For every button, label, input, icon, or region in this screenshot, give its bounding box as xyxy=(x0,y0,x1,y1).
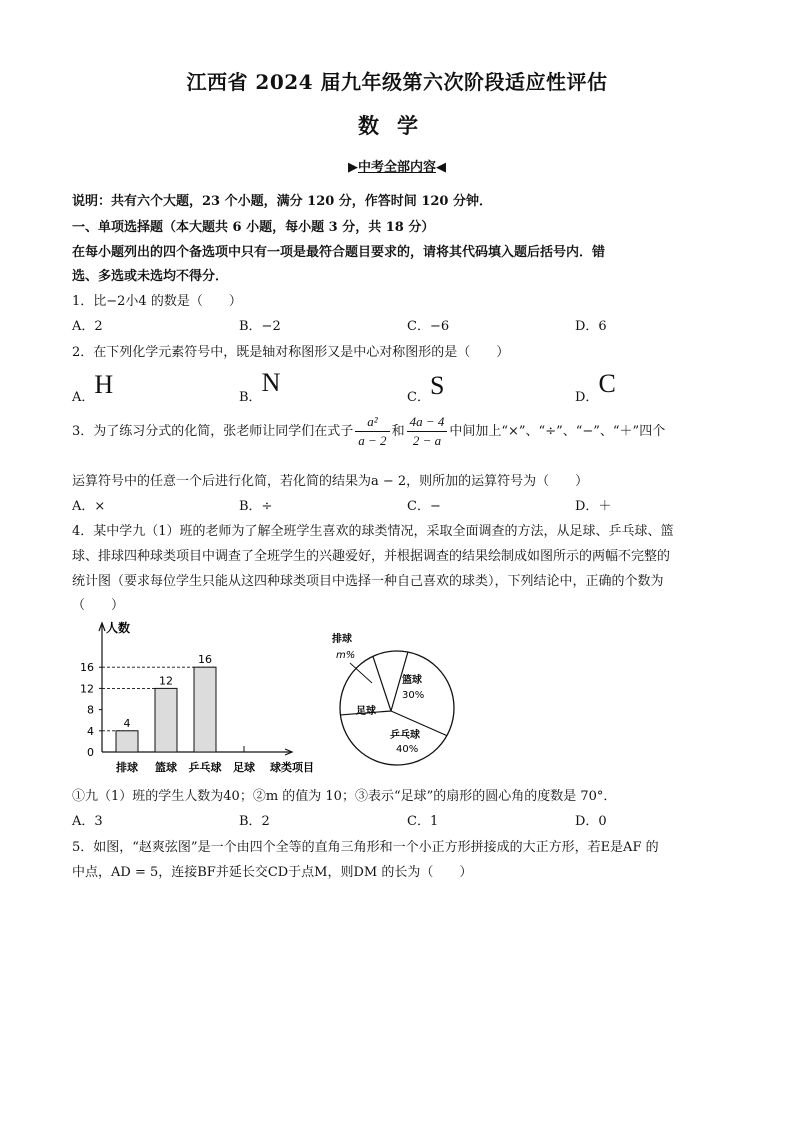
question-1-options xyxy=(72,315,732,335)
option-a-label: A． xyxy=(72,390,95,405)
exam-title: 江西省 2024 届九年级第六次阶段适应性评估 xyxy=(186,70,608,94)
section-1-rule-line-2: 选、多选或未选均不得分． xyxy=(72,269,229,284)
question-5-line-1: 5．如图，“赵爽弦图”是一个由四个全等的直角三角形和一个小正方形拼接成的大正方形，若E是AF 的 xyxy=(72,840,659,855)
question-3-option-a[interactable]: A．× xyxy=(72,499,106,514)
question-4-options xyxy=(72,810,732,830)
question-3-options xyxy=(72,495,732,515)
question-1-stem: 1．比−2小4 的数是（ ） xyxy=(72,294,242,309)
x-category-label: 足球 xyxy=(233,761,255,774)
pie-percent-1: 30% xyxy=(402,690,425,701)
fraction-1-denominator: a − 2 xyxy=(358,433,387,448)
question-3-option-c[interactable]: C．− xyxy=(407,499,441,514)
triangle-left-icon: ◀ xyxy=(436,160,446,175)
question-4-option-d[interactable]: D．0 xyxy=(575,814,607,829)
pie-chart xyxy=(322,628,460,774)
question-2-option-d[interactable] xyxy=(575,369,616,408)
question-4-line-2: 球、排球四种球类项目中调查了全班学生的兴趣爱好，并根据调查的结果绘制成如图所示的两幅不完整的 xyxy=(72,549,671,564)
question-4-option-b[interactable]: B．2 xyxy=(239,814,270,829)
y-tick-label: 16 xyxy=(80,661,94,675)
question-3-text-c: 中间加上“×”、“÷”、“−”、“＋”四个 xyxy=(449,424,666,439)
fraction-1 xyxy=(355,414,389,449)
exam-scope xyxy=(0,156,794,175)
pie-percent-2: 40% xyxy=(396,744,419,755)
scope-text: 中考全部内容 xyxy=(357,160,436,175)
question-4-conclusions: ①九（1）班的学生人数为40；②m 的值为 10；③表示“足球”的扇形的圆心角的度数是 70°． xyxy=(72,789,617,804)
question-2-option-b[interactable] xyxy=(239,368,281,408)
section-1-title: 一、单项选择题（本大题共 6 小题，每小题 3 分，共 18 分） xyxy=(72,220,435,235)
symbol-s: S xyxy=(429,371,445,400)
pie-label-3: 足球 xyxy=(356,706,376,717)
question-3-text-a: 3．为了练习分式的化简，张老师让同学们在式子 xyxy=(72,424,354,439)
y-tick-label: 4 xyxy=(87,724,94,738)
question-3-option-d[interactable]: D．＋ xyxy=(575,499,612,514)
question-3-line-2: 运算符号中的任意一个后进行化简，若化简的结果为a − 2，则所加的运算符号为（ ） xyxy=(72,474,589,489)
question-2-stem: 2．在下列化学元素符号中，既是轴对称图形又是中心对称图形的是（ ） xyxy=(72,345,510,360)
fraction-2 xyxy=(407,414,448,449)
question-4-option-c[interactable]: C．1 xyxy=(407,814,439,829)
bar-1 xyxy=(155,688,177,752)
question-3-line-1 xyxy=(72,412,732,452)
bar-chart xyxy=(72,617,324,777)
question-1-option-a[interactable]: A．2 xyxy=(72,319,103,334)
pie-leader-line xyxy=(350,663,372,683)
y-tick-label: 12 xyxy=(80,682,94,696)
pie-label-0: 排球 xyxy=(332,634,352,645)
symbol-n: N xyxy=(261,368,281,397)
option-c-label: C． xyxy=(407,390,430,405)
fraction-1-numerator: a² xyxy=(355,414,389,432)
question-4-line-1: 4．某中学九（1）班的老师为了解全班学生喜欢的球类情况，采取全面调查的方法，从足球、乒乓球、篮 xyxy=(72,524,674,539)
y-axis-label: 人数 xyxy=(106,621,131,635)
question-1-option-b[interactable]: B．−2 xyxy=(239,319,281,334)
x-category-label: 乒乓球 xyxy=(188,761,222,774)
option-d-label: D． xyxy=(575,390,599,405)
exam-note: 说明：共有六个大题，23 个小题，满分 120 分，作答时间 120 分钟． xyxy=(72,194,492,209)
subject-title: 数学 xyxy=(358,113,436,138)
symbol-h: H xyxy=(94,370,114,399)
section-1-rule-line-1: 在每小题列出的四个备选项中只有一项是最符合题目要求的，请将其代码填入题后括号内．错 xyxy=(72,245,606,260)
pie-percent-0: m% xyxy=(336,650,356,661)
question-4-line-3: 统计图（要求每位学生只能从这四种球类项目中选择一种自己喜欢的球类），下列结论中，正确的个数为 xyxy=(72,574,664,589)
x-axis-label: 球类项目 xyxy=(270,761,314,774)
y-tick-label: 8 xyxy=(87,703,94,717)
symbol-c: C xyxy=(598,369,616,398)
question-3-text-b: 和 xyxy=(391,424,405,439)
question-2-options xyxy=(72,366,732,405)
bar-value-label: 16 xyxy=(198,653,212,667)
fraction-2-numerator: 4a − 4 xyxy=(407,414,448,432)
pie-label-2: 乒乓球 xyxy=(390,730,420,741)
bar-value-label: 12 xyxy=(159,674,173,688)
fraction-2-denominator: 2 − a xyxy=(412,433,442,448)
question-1-option-c[interactable]: C．−6 xyxy=(407,319,450,334)
question-2-option-c[interactable] xyxy=(407,371,445,408)
question-3-option-b[interactable]: B．÷ xyxy=(239,499,273,514)
question-4-option-a[interactable]: A．3 xyxy=(72,814,103,829)
bar-2 xyxy=(194,667,216,752)
bar-value-label: 4 xyxy=(123,716,131,730)
question-1-option-d[interactable]: D．6 xyxy=(575,319,607,334)
y-tick-label: 0 xyxy=(87,746,94,759)
x-category-label: 篮球 xyxy=(155,761,177,774)
question-4-line-4: （ ） xyxy=(72,598,125,613)
question-2-option-a[interactable] xyxy=(72,370,114,408)
pie-slice-border-0 xyxy=(373,656,391,711)
pie-label-1: 篮球 xyxy=(402,675,422,686)
bar-0 xyxy=(116,731,138,752)
triangle-right-icon: ▶ xyxy=(347,160,358,175)
option-b-label: B． xyxy=(239,390,262,405)
x-category-label: 排球 xyxy=(116,761,138,774)
question-5-line-2: 中点，AD = 5，连接BF并延长交CD于点M，则DM 的长为（ ） xyxy=(72,865,473,880)
